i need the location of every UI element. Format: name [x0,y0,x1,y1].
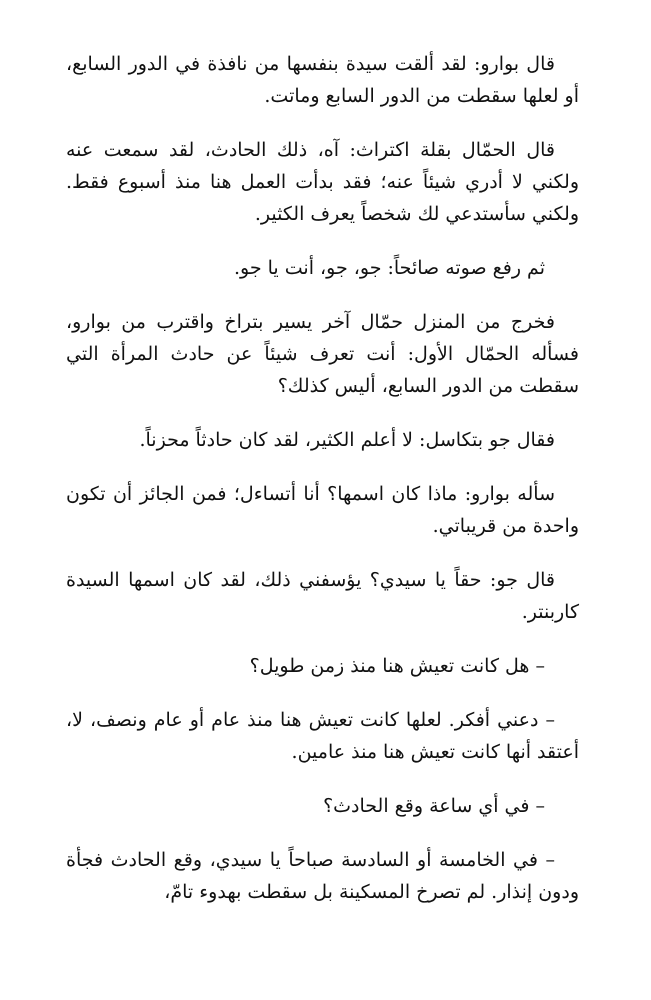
paragraph-5: فقال جو بتكاسل: لا أعلم الكثير، لقد كان حادثاً محزناً. [139,429,555,451]
paragraph-6: سأله بوارو: ماذا كان اسمها؟ أنا أتساءل؛ فمن الجائز أن تكون واحدة من قريباتي. [66,483,579,537]
paragraph-4: فخرج من المنزل حمّال آخر يسير بتراخ واقترب من بوارو، فسأله الحمّال الأول: أنت تعرف شيئاً عن حادث المرأة التي سقطت من الدور السابع، أليس كذلك؟ [66,311,579,397]
paragraph-7: قال جو: حقاً يا سيدي؟ يؤسفني ذلك، لقد كان اسمها السيدة كاربنتر. [66,569,579,623]
paragraph-1: قال بوارو: لقد ألقت سيدة بنفسها من نافذة في الدور السابع، أو لعلها سقطت من الدور السابع وماتت. [66,53,579,107]
document-page [66,48,579,930]
paragraph-9: – دعني أفكر. لعلها كانت تعيش هنا منذ عام أو عام ونصف، لا، أعتقد أنها كانت تعيش هنا منذ عامين. [66,709,579,763]
paragraph-8: – هل كانت تعيش هنا منذ زمن طويل؟ [249,655,545,677]
paragraph-10: – في أي ساعة وقع الحادث؟ [323,795,545,817]
paragraph-3: ثم رفع صوته صائحاً: جو، جو، أنت يا جو. [234,257,545,279]
paragraph-11: – في الخامسة أو السادسة صباحاً يا سيدي، وقع الحادث فجأة ودون إنذار. لم تصرخ المسكينة بل سقطت بهدوء تامّ، [66,849,579,903]
paragraph-2: قال الحمّال بقلة اكتراث: آه، ذلك الحادث، لقد سمعت عنه ولكني لا أدري شيئاً عنه؛ فقد بدأت العمل هنا منذ أسبوع فقط. ولكني سأستدعي لك شخصاً يعرف الكثير. [66,139,579,225]
